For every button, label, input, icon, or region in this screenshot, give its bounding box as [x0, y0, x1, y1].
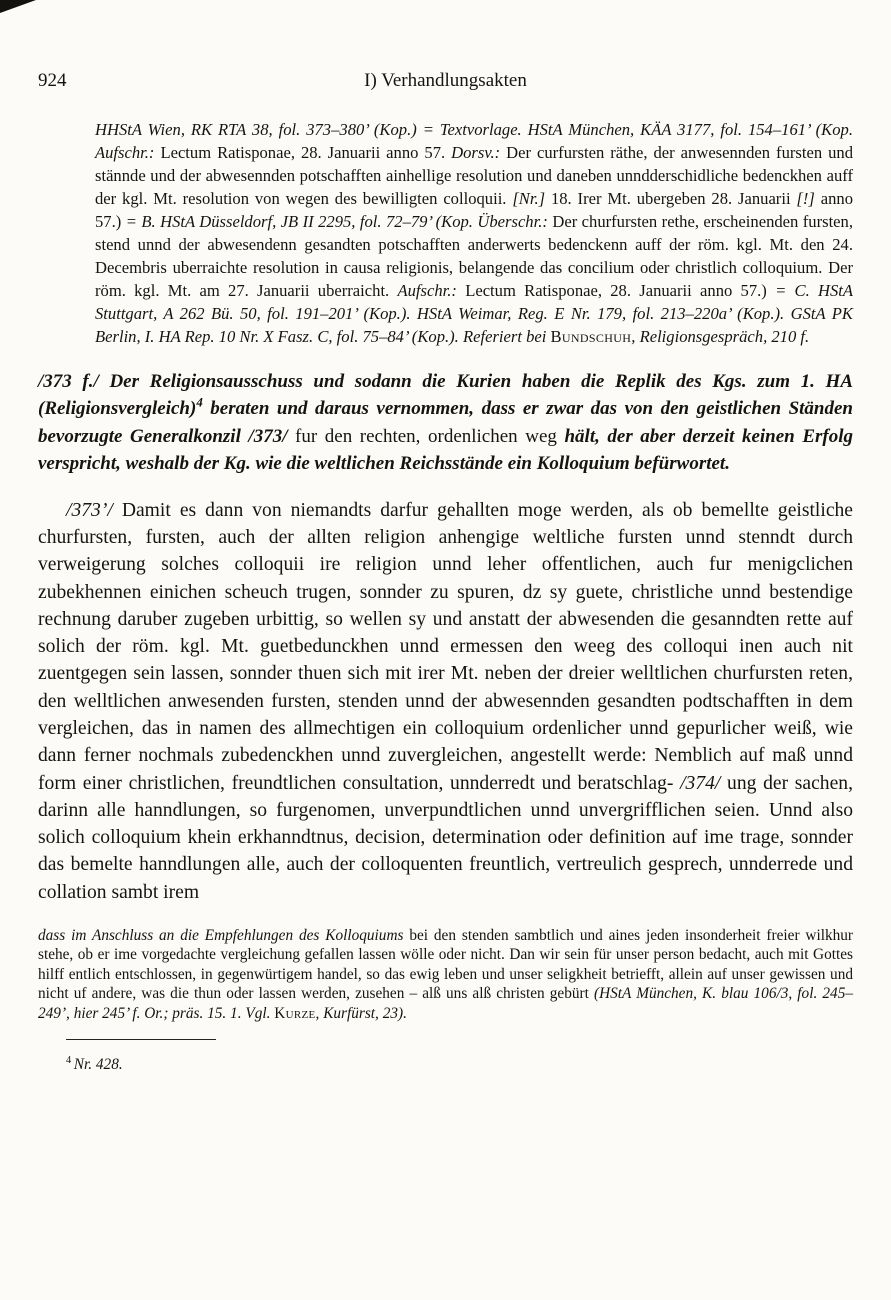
section-title: I) Verhandlungsakten: [364, 70, 527, 91]
main-text-paragraph: /373’/ Damit es dann von niemandts darfur gehallten moge werden, als ob bemellte geistliche churfursten, fursten, auch der allten religion anhengige weltliche fursten unnd stenndt durch verweigerung solches colloquii ire religion unnd leher offentlichen, auch fur menigclichen zubekhennen einichen scheuch trugen, sonnder zu spuren, dz sy guete, christliche unnd bestendige rechnung daruber zugeben urbittig, so wellen sy und anstatt der abwesenden die gesanndten rette auf solich der röm. kgl. Mt. guetbedunckhen unnd ermessen den weeg des colloqui inen auch nit zuentgegen sein lassen, sonnder thuen sich mit irer Mt. neben der dreier welltlichen churfursten reten, den welltlichen anwesenden fursten, stenden unnd der abwesennden gesandten podtschafften in dem vergleichen, das in namen des allmechtigen ein colloquium ordenlicher unnd gepurlicher weiß, wie dann ferner nochmals zubedenckhen unnd zuvergleichen, angestellt werde: Nemblich auf maß unnd form einer christlichen, freundtlichen consultation, unnderredt und beratschlag- /374/ ung der sachen, darinn alle hanndlungen, so furgenomen, unverpundtlichen unnd unvergrifflichen seien. Unnd also solich colloquium khein erkhanndtnus, decision, determination oder definition auf ime trage, sonnder das bemelte hanndlungen alle, auch der colloquenten freuntlich, vertreulich gesprech, unnderrede und collation sambt irem: [38, 499, 854, 903]
footnote-continuation: dass im Anschluss an die Empfehlungen des Kolloquiums bei den stenden sambtlich und aines jeden insonderheit freier wilkhur stehe, ob er ime vorgedachte vergleichung gefallen lassen wölle oder nicht. Dan wir sein für unser person bedacht, auch mit Gottes hilff entlich entschlossen, in gegenwürtigem handel, so das ewig leben und unser seligkheit betriefft, allein auf unser gewissen und nicht uf andere, was die thun oder lassen werden, zusehen – alß uns alß christen gebürt (HStA München, K. blau 106/3, fol. 245–249’, hier 245’ f. Or.; präs. 15. 1. Vgl. Kurze, Kurfürst, 23).: [38, 926, 854, 1023]
footnote-marker: 4: [66, 1055, 74, 1067]
editorial-summary-paragraph: /373 f./ Der Religionsausschuss und sodann die Kurien haben die Replik des Kgs. zum 1. HA (Religionsvergleich)$^4$ beraten und daraus vernommen, dass er zwar das von den geistlichen Ständen bevorzugte Generalkonzil /373/ fur den rechten, ordenlichen weg hält, der aber derzeit keinen Erfolg verspricht, weshalb der Kg. wie die weltlichen Reichsstände ein Kolloquium befürwortet.: [38, 371, 853, 475]
footnote-separator: [66, 1039, 216, 1040]
scan-artifact: [0, 0, 36, 13]
page-number: 924: [38, 70, 67, 91]
footnote-item: [66, 1055, 853, 1074]
footnote-text: Nr. 428.: [73, 1056, 123, 1074]
page-header: [38, 70, 853, 96]
source-apparatus-block: HHStA Wien, RK RTA 38, fol. 373–380’ (Kop.) = Textvorlage. HStA München, KÄA 3177, fol. 154–161’ (Kop. Aufschr.: Lectum Ratisponae, 28. Januarii anno 57. Dorsv.: Der curfursten räthe, der anwesennden fursten und stännde und der abwesennden potschafften ainhellige resolution und daneben unndderschidliche bedenckhen auff der kgl. Mt. resolution von wegen des bewilligten colloquii. [Nr.] 18. Irer Mt. ubergeben 28. Januarii [!] anno 57.) = B. HStA Düsseldorf, JB II 2295, fol. 72–79’ (Kop. Überschr.: Der churfursten rethe, erscheinenden fursten, stend unnd der abwesendenn gesandten potschafften anderwerts bedenckenn auff der röm. kgl. Mt. den 24. Decembris uberraichte resolution in causa religionis, belangende das concilium oder christlich colloquium. Der röm. kgl. Mt. am 27. Januarii uberraicht. Aufschr.: Lectum Ratisponae, 28. Januarii anno 57.) = C. HStA Stuttgart, A 262 Bü. 50, fol. 191–201’ (Kop.). HStA Weimar, Reg. E Nr. 179, fol. 213–220a’ (Kop.). GStA PK Berlin, I. HA Rep. 10 Nr. X Fasz. C, fol. 75–84’ (Kop.). Referiert bei Bundschuh, Religionsgespräch, 210 f.: [95, 120, 854, 346]
